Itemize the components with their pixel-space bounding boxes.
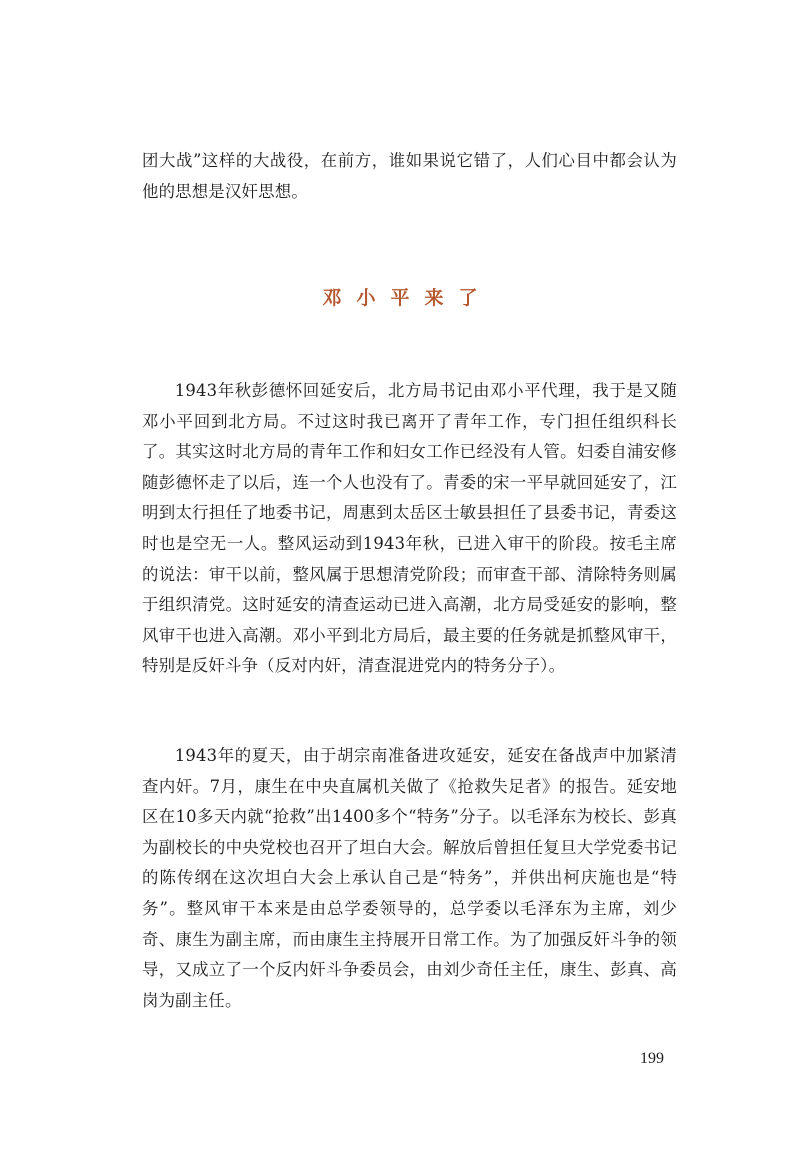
section-title: 邓小平来了 xyxy=(322,287,493,309)
intro-paragraph: 团大战”这样的大战役，在前方，谁如果说它错了，人们心目中都会认为他的思想是汉奸思想。 xyxy=(142,151,677,201)
body-paragraph: 1943年的夏天，由于胡宗南准备进攻延安，延安在备战声中加紧清查内奸。7月，康生在中央直属机关做了《抢救失足者》的报告。延安地区在10多天内就“抢救”出1400多个“特务”分子。以毛泽东为校长、彭真为副校长的中央党校也召开了坦白大会。解放后曾担任复旦大学党委书记的陈传纲在这次坦白大会上承认自己是“特务”，并供出柯庆施也是“特务”。整风审干本来是由总学委领导的，总学委以毛泽东为主席，刘少奇、康生为副主席，而由康生主持展开日常工作。为了加强反奸斗争的领导，又成立了一个反内奸斗争委员会，由刘少奇任主任，康生、彭真、高岗为副主任。 xyxy=(142,746,677,1010)
page-number: 199 xyxy=(640,1050,664,1067)
body-paragraph: 1943年秋彭德怀回延安后，北方局书记由邓小平代理，我于是又随邓小平回到北方局。不过这时我已离开了青年工作，专门担任组织科长了。其实这时北方局的青年工作和妇女工作已经没有人管。妇委自浦安修随彭德怀走了以后，连一个人也没有了。青委的宋一平早就回延安了，江明到太行担任了地委书记，周惠到太岳区士敏县担任了县委书记，青委这时也是空无一人。整风运动到1943年秋，已进入审干的阶段。按毛主席的说法：审干以前，整风属于思想清党阶段；而审查干部、清除特务则属于组织清党。这时延安的清查运动已进入高潮，北方局受延安的影响，整风审干也进入高潮。邓小平到北方局后，最主要的任务就是抓整风审干，特别是反奸斗争（反对内奸，清查混进党内的特务分子）。 xyxy=(142,381,677,676)
